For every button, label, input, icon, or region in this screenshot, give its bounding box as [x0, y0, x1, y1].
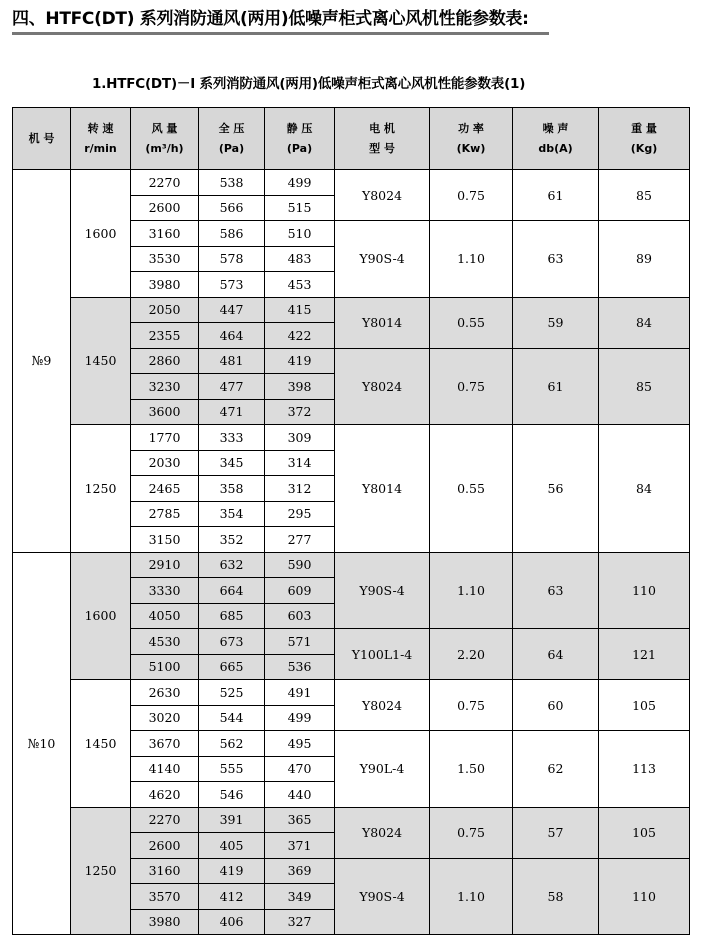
static-pressure-cell: 483: [265, 246, 335, 272]
airflow-cell: 2600: [131, 833, 199, 859]
power-cell: 1.10: [430, 858, 513, 935]
header-unit: (m³/h): [145, 141, 184, 155]
airflow-cell: 2600: [131, 195, 199, 221]
power-cell: 0.75: [430, 807, 513, 858]
airflow-cell: 3150: [131, 527, 199, 553]
airflow-cell: 3980: [131, 272, 199, 298]
total-pressure-cell: 546: [199, 782, 265, 808]
airflow-cell: 4140: [131, 756, 199, 782]
speed-cell: 1250: [71, 425, 131, 553]
header-label: 全 压: [218, 121, 245, 135]
motor-model-cell: Y90S-4: [335, 221, 430, 298]
static-pressure-cell: 371: [265, 833, 335, 859]
total-pressure-cell: 419: [199, 858, 265, 884]
motor-model-cell: Y8024: [335, 807, 430, 858]
static-pressure-cell: 603: [265, 603, 335, 629]
static-pressure-cell: 470: [265, 756, 335, 782]
static-pressure-cell: 510: [265, 221, 335, 247]
power-cell: 0.55: [430, 297, 513, 348]
noise-cell: 56: [513, 425, 599, 553]
weight-cell: 113: [599, 731, 690, 808]
header-unit: 型 号: [369, 141, 395, 155]
total-pressure-cell: 481: [199, 348, 265, 374]
total-pressure-cell: 406: [199, 909, 265, 935]
airflow-cell: 3160: [131, 221, 199, 247]
motor-model-cell: Y8024: [335, 170, 430, 221]
total-pressure-cell: 685: [199, 603, 265, 629]
power-cell: 1.10: [430, 221, 513, 298]
header-label: 电 机: [369, 121, 395, 135]
header-static-pressure: [265, 108, 335, 170]
airflow-cell: 2355: [131, 323, 199, 349]
airflow-cell: 3980: [131, 909, 199, 935]
static-pressure-cell: 415: [265, 297, 335, 323]
weight-cell: 105: [599, 680, 690, 731]
airflow-cell: 5100: [131, 654, 199, 680]
motor-model-cell: Y90S-4: [335, 552, 430, 629]
total-pressure-cell: 471: [199, 399, 265, 425]
weight-cell: 84: [599, 297, 690, 348]
airflow-cell: 3020: [131, 705, 199, 731]
noise-cell: 61: [513, 348, 599, 425]
airflow-cell: 2050: [131, 297, 199, 323]
table-row: [13, 425, 690, 451]
total-pressure-cell: 673: [199, 629, 265, 655]
static-pressure-cell: 499: [265, 170, 335, 196]
header-label: 重 量: [631, 121, 657, 135]
header-unit: (Kw): [456, 141, 486, 155]
static-pressure-cell: 312: [265, 476, 335, 502]
speed-cell: 1450: [71, 297, 131, 425]
header-airflow: [131, 108, 199, 170]
machine-number: №9: [13, 170, 71, 553]
airflow-cell: 4530: [131, 629, 199, 655]
total-pressure-cell: 477: [199, 374, 265, 400]
total-pressure-cell: 345: [199, 450, 265, 476]
heading-underline: [12, 32, 549, 35]
noise-cell: 60: [513, 680, 599, 731]
airflow-cell: 3230: [131, 374, 199, 400]
speed-cell: 1250: [71, 807, 131, 935]
table-row: [13, 170, 690, 196]
static-pressure-cell: 372: [265, 399, 335, 425]
total-pressure-cell: 352: [199, 527, 265, 553]
motor-model-cell: Y90L-4: [335, 731, 430, 808]
header-unit: (Kg): [630, 141, 658, 155]
airflow-cell: 2910: [131, 552, 199, 578]
motor-model-cell: Y8014: [335, 425, 430, 553]
machine-number: №10: [13, 552, 71, 935]
motor-model-cell: Y100L1-4: [335, 629, 430, 680]
speed-cell: 1600: [71, 552, 131, 680]
header-label: 功 率: [458, 121, 484, 135]
total-pressure-cell: 412: [199, 884, 265, 910]
airflow-cell: 4050: [131, 603, 199, 629]
total-pressure-cell: 333: [199, 425, 265, 451]
header-power: [430, 108, 513, 170]
airflow-cell: 3670: [131, 731, 199, 757]
static-pressure-cell: 365: [265, 807, 335, 833]
weight-cell: 84: [599, 425, 690, 553]
header-label: 转 速: [87, 121, 114, 135]
motor-model-cell: Y90S-4: [335, 858, 430, 935]
power-cell: 0.55: [430, 425, 513, 553]
total-pressure-cell: 566: [199, 195, 265, 221]
airflow-cell: 2630: [131, 680, 199, 706]
total-pressure-cell: 562: [199, 731, 265, 757]
header-label: 噪 声: [542, 121, 569, 135]
airflow-cell: 2860: [131, 348, 199, 374]
airflow-cell: 4620: [131, 782, 199, 808]
power-cell: 2.20: [430, 629, 513, 680]
airflow-cell: 3160: [131, 858, 199, 884]
static-pressure-cell: 515: [265, 195, 335, 221]
motor-model-cell: Y8014: [335, 297, 430, 348]
noise-cell: 61: [513, 170, 599, 221]
noise-cell: 59: [513, 297, 599, 348]
weight-cell: 110: [599, 858, 690, 935]
total-pressure-cell: 405: [199, 833, 265, 859]
airflow-cell: 3330: [131, 578, 199, 604]
header-total-pressure: [199, 108, 265, 170]
airflow-cell: 2270: [131, 807, 199, 833]
header-label: 静 压: [286, 121, 313, 135]
static-pressure-cell: 398: [265, 374, 335, 400]
table-row: [13, 680, 690, 706]
section-heading: 四、HTFC(DT) 系列消防通风(两用)低噪声柜式离心风机性能参数表:: [12, 9, 529, 29]
static-pressure-cell: 419: [265, 348, 335, 374]
header-unit: (Pa): [286, 141, 313, 155]
table-title: 1.HTFC(DT)－Ⅰ 系列消防通风(两用)低噪声柜式离心风机性能参数表(1): [92, 76, 526, 92]
static-pressure-cell: 440: [265, 782, 335, 808]
static-pressure-cell: 590: [265, 552, 335, 578]
total-pressure-cell: 354: [199, 501, 265, 527]
static-pressure-cell: 369: [265, 858, 335, 884]
table-row: [13, 552, 690, 578]
airflow-cell: 3530: [131, 246, 199, 272]
header-machine-no: [13, 108, 71, 170]
airflow-cell: 1770: [131, 425, 199, 451]
noise-cell: 58: [513, 858, 599, 935]
header-unit: r/min: [84, 141, 117, 155]
static-pressure-cell: 295: [265, 501, 335, 527]
header-row: [13, 108, 690, 170]
airflow-cell: 2030: [131, 450, 199, 476]
static-pressure-cell: 491: [265, 680, 335, 706]
airflow-cell: 2270: [131, 170, 199, 196]
static-pressure-cell: 314: [265, 450, 335, 476]
header-label: 风 量: [151, 121, 178, 135]
weight-cell: 105: [599, 807, 690, 858]
total-pressure-cell: 632: [199, 552, 265, 578]
airflow-cell: 3600: [131, 399, 199, 425]
power-cell: 0.75: [430, 680, 513, 731]
header-speed: [71, 108, 131, 170]
fan-parameters-table: [12, 107, 690, 935]
static-pressure-cell: 277: [265, 527, 335, 553]
power-cell: 1.50: [430, 731, 513, 808]
total-pressure-cell: 665: [199, 654, 265, 680]
total-pressure-cell: 358: [199, 476, 265, 502]
airflow-cell: 2465: [131, 476, 199, 502]
total-pressure-cell: 525: [199, 680, 265, 706]
power-cell: 0.75: [430, 348, 513, 425]
total-pressure-cell: 538: [199, 170, 265, 196]
noise-cell: 62: [513, 731, 599, 808]
table-body: [13, 170, 690, 935]
speed-cell: 1600: [71, 170, 131, 298]
static-pressure-cell: 327: [265, 909, 335, 935]
header-weight: [599, 108, 690, 170]
table-row: [13, 807, 690, 833]
total-pressure-cell: 447: [199, 297, 265, 323]
total-pressure-cell: 586: [199, 221, 265, 247]
total-pressure-cell: 664: [199, 578, 265, 604]
weight-cell: 121: [599, 629, 690, 680]
static-pressure-cell: 453: [265, 272, 335, 298]
static-pressure-cell: 571: [265, 629, 335, 655]
header-label: 机 号: [28, 131, 55, 145]
speed-cell: 1450: [71, 680, 131, 808]
static-pressure-cell: 309: [265, 425, 335, 451]
total-pressure-cell: 578: [199, 246, 265, 272]
noise-cell: 64: [513, 629, 599, 680]
total-pressure-cell: 391: [199, 807, 265, 833]
airflow-cell: 3570: [131, 884, 199, 910]
noise-cell: 63: [513, 221, 599, 298]
total-pressure-cell: 464: [199, 323, 265, 349]
static-pressure-cell: 422: [265, 323, 335, 349]
noise-cell: 63: [513, 552, 599, 629]
header-unit: db(A): [538, 141, 573, 155]
total-pressure-cell: 544: [199, 705, 265, 731]
weight-cell: 85: [599, 170, 690, 221]
weight-cell: 110: [599, 552, 690, 629]
power-cell: 1.10: [430, 552, 513, 629]
header-noise: [513, 108, 599, 170]
static-pressure-cell: 609: [265, 578, 335, 604]
static-pressure-cell: 349: [265, 884, 335, 910]
airflow-cell: 2785: [131, 501, 199, 527]
weight-cell: 85: [599, 348, 690, 425]
weight-cell: 89: [599, 221, 690, 298]
total-pressure-cell: 555: [199, 756, 265, 782]
static-pressure-cell: 499: [265, 705, 335, 731]
static-pressure-cell: 495: [265, 731, 335, 757]
power-cell: 0.75: [430, 170, 513, 221]
header-unit: (Pa): [218, 141, 245, 155]
motor-model-cell: Y8024: [335, 680, 430, 731]
motor-model-cell: Y8024: [335, 348, 430, 425]
noise-cell: 57: [513, 807, 599, 858]
static-pressure-cell: 536: [265, 654, 335, 680]
total-pressure-cell: 573: [199, 272, 265, 298]
header-motor-model: [335, 108, 430, 170]
table-row: [13, 297, 690, 323]
